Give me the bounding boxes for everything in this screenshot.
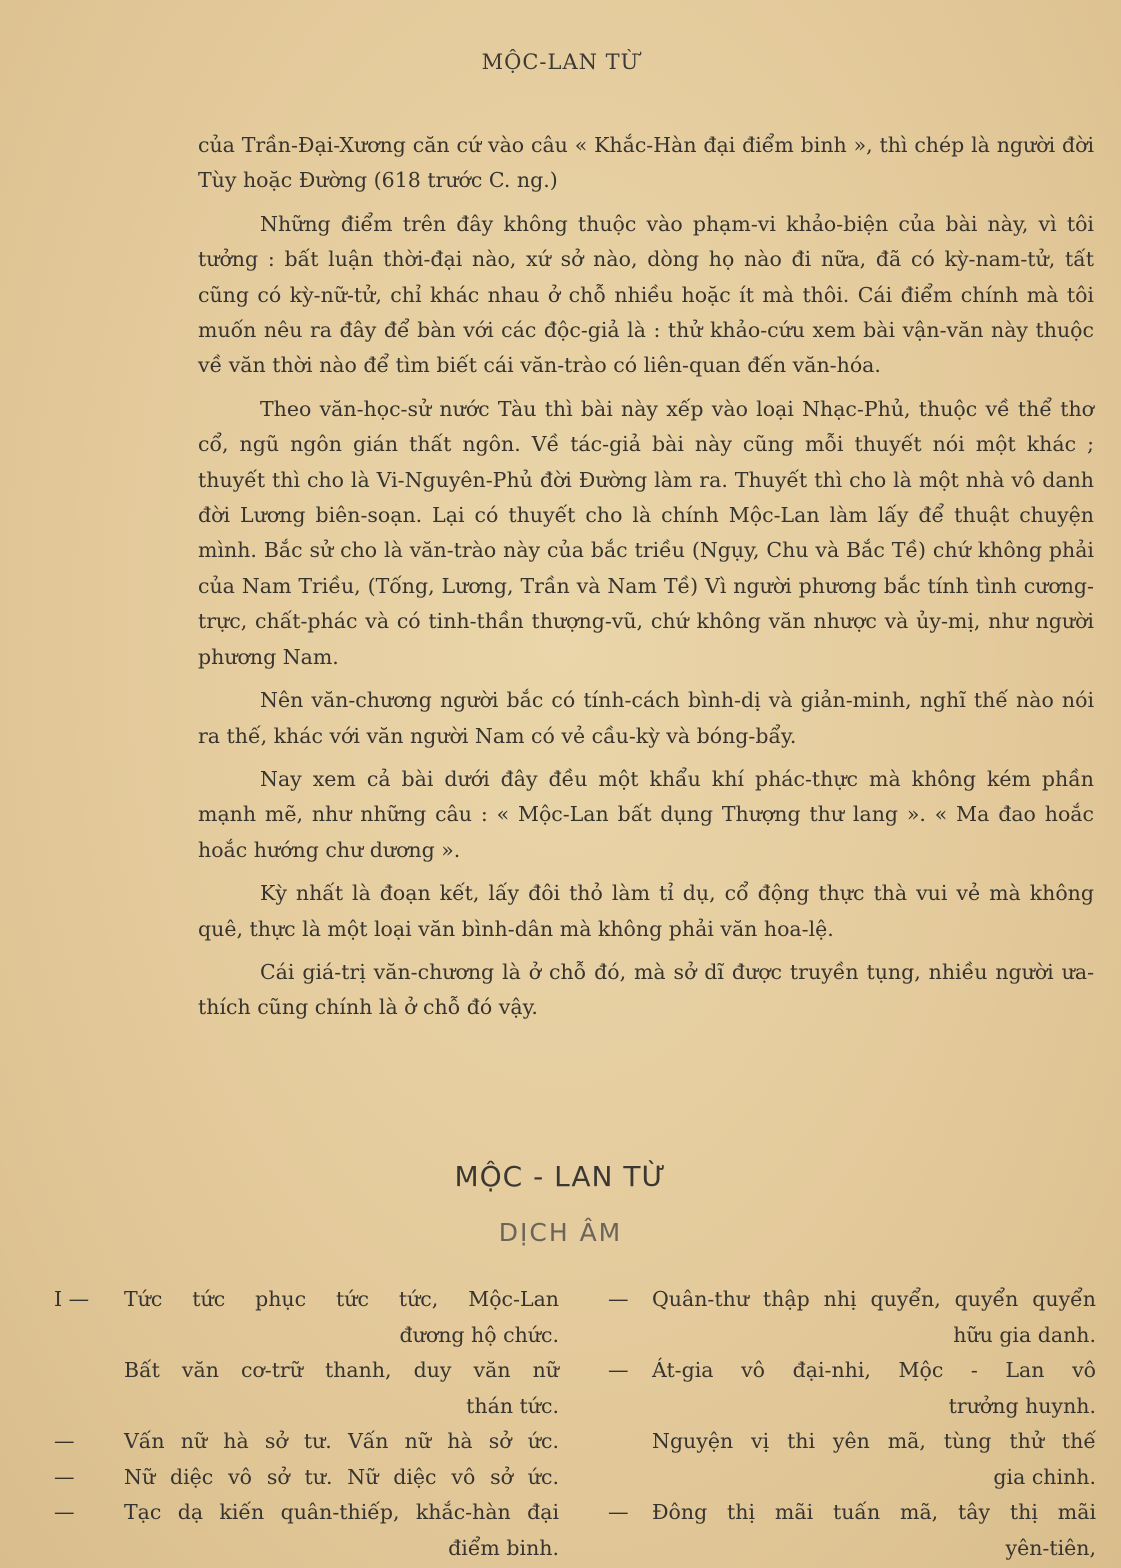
verse: [54, 1424, 559, 1460]
verse-mark: —: [54, 1464, 75, 1489]
body-text: [198, 128, 1094, 1034]
verse-line: gia chinh.: [993, 1464, 1096, 1489]
paragraph: Kỳ nhất là đoạn kết, lấy đôi thỏ làm tỉ dụ, cổ động thực thà vui vẻ mà không quê, thực là một loại văn bình-dân mà không phải văn hoa-lệ.: [198, 881, 1094, 941]
verse: [608, 1424, 1096, 1495]
paragraph: Theo văn-học-sử nước Tàu thì bài này xếp vào loại Nhạc-Phủ, thuộc về thể thơ cổ, ngũ ngôn gián thất ngôn. Về tác-giả bài này cũng mỗi thuyết nói một khác ; thuyết thì cho là Vi-Nguyên-Phủ đời Đường làm ra. Thuyết thì cho là một nhà vô danh đời Lương biên-soạn. Lại có thuyết cho là chính Mộc-Lan làm lấy để thuật chuyện mình. Bắc sử cho là văn-trào này của bắc triều (Ngụy, Chu và Bắc Tề) chứ không phải của Nam Triều, (Tống, Lương, Trần và Nam Tề) Vì người phương bắc tính tình cương-trực, chất-phác và có tinh-thần thượng-vũ, chứ không văn nhược và ủy-mị, như người phương Nam.: [198, 396, 1094, 669]
poem-subtitle: DỊCH ÂM: [498, 1218, 623, 1247]
verse-line: điểm binh.: [448, 1535, 559, 1560]
verse-line: Nguyện vị thi yên mã, tùng thử thế: [652, 1429, 1096, 1453]
verse-mark: —: [54, 1429, 75, 1453]
verse-line: Tạc dạ kiến quân-thiếp, khắc-hàn đại: [124, 1500, 559, 1524]
poem-right-column: [608, 1282, 1096, 1566]
verse-line: Bất văn cơ-trữ thanh, duy văn nữ: [124, 1358, 559, 1382]
verse-line: Đông thị mãi tuấn mã, tây thị mãi: [652, 1500, 1096, 1524]
verse-mark: [608, 1424, 652, 1495]
paragraph: Những điểm trên đây không thuộc vào phạm-vi khảo-biện của bài này, vì tôi tưởng : bất luận thời-đại nào, xứ sở nào, dòng họ nào đi nữa, đã có kỳ-nam-tử, tất cũng có kỳ-nữ-tử, chỉ khác nhau ở chỗ nhiều hoặc ít mà thôi. Cái điểm chính mà tôi muốn nêu ra đây để bàn với các độc-giả là : thử khảo-cứu xem bài vận-văn này thuộc về văn thời nào để tìm biết cái văn-trào có liên-quan đến văn-hóa.: [198, 211, 1094, 378]
verse-mark: —: [608, 1358, 629, 1382]
verse: [54, 1353, 559, 1424]
verse: [608, 1353, 1096, 1424]
poem-left-column: [54, 1282, 559, 1566]
verse-mark: —: [54, 1500, 75, 1524]
verse: [608, 1282, 1096, 1353]
verse: [608, 1495, 1096, 1566]
paragraph: Nay xem cả bài dưới đây đều một khẩu khí phác-thực mà không kém phần mạnh mẽ, như những câu : « Mộc-Lan bất dụng Thượng thư lang ». « Ma đao hoắc hoắc hướng chư dương ».: [198, 766, 1094, 862]
verse-mark: I —: [54, 1287, 90, 1311]
verse-line: trưởng huynh.: [948, 1393, 1096, 1418]
verse: [54, 1460, 559, 1496]
verse: [54, 1495, 559, 1566]
verse-line: thán tức.: [466, 1393, 559, 1418]
verse: [54, 1282, 559, 1353]
paragraph: Cái giá-trị văn-chương là ở chỗ đó, mà sở dĩ được truyền tụng, nhiều người ưa-thích cũng chính là ở chỗ đó vậy.: [198, 959, 1094, 1020]
verse-line: Quân-thư thập nhị quyển, quyển quyển: [652, 1287, 1096, 1311]
verse-line: Tức tức phục tức tức, Mộc-Lan: [124, 1287, 559, 1311]
verse-mark: —: [608, 1287, 629, 1311]
verse-line: Vấn nữ hà sở tư. Vấn nữ hà sở ức.: [124, 1429, 559, 1453]
verse-line: hữu gia danh.: [953, 1322, 1096, 1347]
verse-line: đương hộ chức.: [399, 1322, 559, 1347]
verse-line: yên-tiên,: [1005, 1535, 1096, 1560]
verse-line: Nữ diệc vô sở tư. Nữ diệc vô sở ức.: [124, 1464, 559, 1489]
paragraph: của Trần-Đại-Xương căn cứ vào câu « Khắc-Hàn đại điểm binh », thì chép là người đời Tùy hoặc Đường (618 trước C. ng.): [198, 133, 1094, 193]
poem-title: MỘC - LAN TỪ: [454, 1160, 667, 1193]
running-header: MỘC-LAN TỪ: [481, 50, 640, 74]
paragraph: Nên văn-chương người bắc có tính-cách bình-dị và giản-minh, nghĩ thế nào nói ra thế, khác với văn người Nam có vẻ cầu-kỳ và bóng-bẩy.: [198, 688, 1094, 748]
verse-mark: [54, 1353, 124, 1424]
verse-mark: —: [608, 1500, 629, 1524]
verse-line: Át-gia vô đại-nhi, Mộc - Lan vô: [652, 1358, 1096, 1382]
